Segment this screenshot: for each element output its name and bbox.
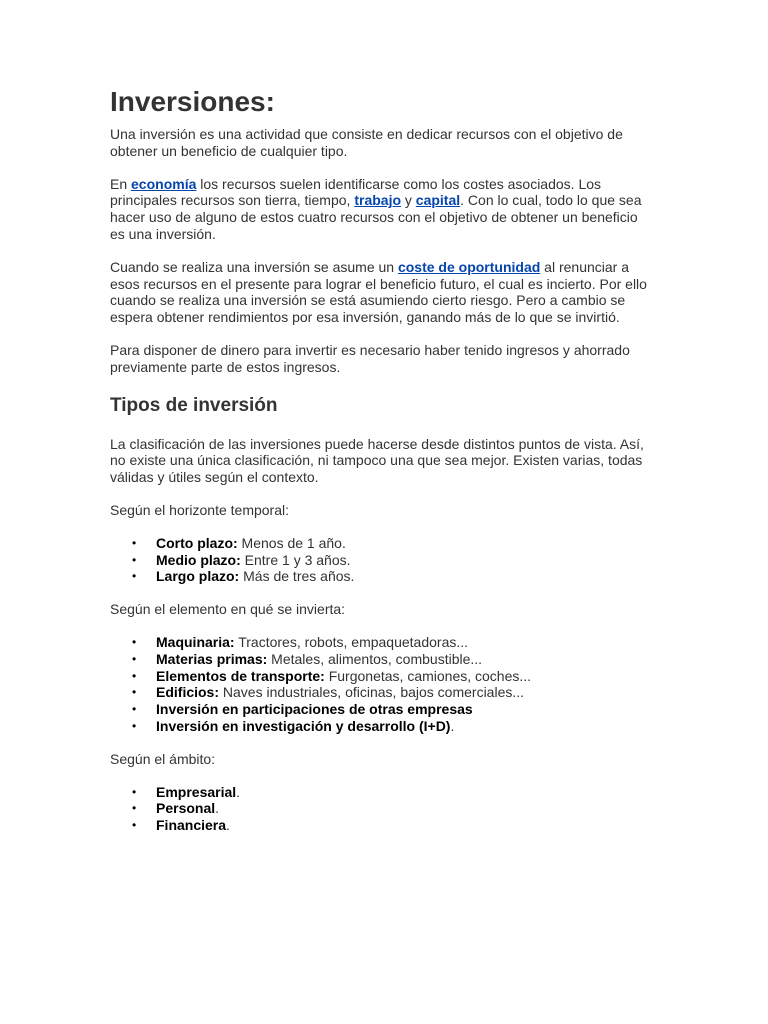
elemento-label: Según el elemento en qué se invierta:	[110, 601, 346, 618]
list-item-desc: Entre 1 y 3 años.	[240, 551, 351, 568]
list-item	[110, 701, 650, 718]
savings-paragraph: Para disponer de dinero para invertir es necesario haber tenido ingresos y ahorrado previamente parte de estos ingresos.	[110, 341, 630, 375]
page-title: Inversiones:	[110, 86, 275, 117]
ambito-list	[110, 784, 650, 834]
list-item	[110, 552, 650, 569]
bullet-icon: •	[132, 668, 137, 683]
list-item-term: Personal	[156, 800, 216, 817]
list-item-term: Medio plazo:	[156, 551, 241, 568]
bullet-icon: •	[132, 552, 137, 567]
bullet-icon: •	[132, 702, 137, 717]
bullet-icon: •	[132, 535, 137, 550]
list-item-term: Maquinaria:	[156, 633, 235, 650]
document-body	[110, 84, 650, 834]
elemento-list	[110, 634, 650, 735]
list-item	[110, 684, 650, 701]
bullet-icon: •	[132, 818, 137, 833]
list-item-desc: Tractores, robots, empaquetadoras...	[234, 633, 469, 650]
list-item-term: Inversión en participaciones de otras empresas	[156, 701, 473, 718]
horizonte-label: Según el horizonte temporal:	[110, 501, 289, 518]
economia-link[interactable]: economía	[131, 175, 197, 192]
classification-paragraph: La clasificación de las inversiones puede hacerse desde distintos puntos de vista. Así, no existe una única clasificación, ni tampoco una que sea mejor. Existen varias, todas válidas y útiles según el contexto.	[110, 435, 644, 486]
bullet-icon: •	[132, 801, 137, 816]
trabajo-link[interactable]: trabajo	[354, 192, 402, 209]
resources-text-1: En	[110, 175, 132, 192]
list-item	[110, 634, 650, 651]
list-item	[110, 535, 650, 552]
list-item-desc: Naves industriales, oficinas, bajos comerciales...	[219, 684, 525, 701]
coste-oportunidad-link[interactable]: coste de oportunidad	[397, 258, 541, 275]
list-item	[110, 651, 650, 668]
bullet-icon: •	[132, 784, 137, 799]
list-item-term: Empresarial	[156, 783, 237, 800]
list-item	[110, 718, 650, 735]
resources-text-3: y	[401, 192, 416, 209]
list-item-term: Inversión en investigación y desarrollo (I+D)	[156, 717, 451, 734]
list-item	[110, 568, 650, 585]
opportunity-text-2: al renunciar a esos recursos en el presente para lograr el beneficio futuro, el cual es incierto. Por ello cuando se realiza una inversión se está asumiendo cierto riesgo. Pero a cambio se espera obtener rendimientos por esa inversión, ganando más de lo que se invirtió.	[110, 258, 647, 326]
list-item-term: Financiera	[156, 817, 227, 834]
bullet-icon: •	[132, 718, 137, 733]
ambito-label: Según el ámbito:	[110, 750, 216, 767]
list-item-desc: .	[215, 800, 220, 817]
resources-text-2: los recursos suelen identificarse como los costes asociados. Los principales recursos son tierra, tiempo,	[110, 175, 602, 209]
horizonte-list	[110, 535, 650, 585]
list-item-desc: .	[236, 783, 241, 800]
opportunity-cost-paragraph	[110, 259, 650, 326]
list-item-term: Edificios:	[156, 684, 220, 701]
list-item	[110, 817, 650, 834]
list-item-desc: Furgonetas, camiones, coches...	[324, 667, 532, 684]
list-item	[110, 668, 650, 685]
list-item-term: Largo plazo:	[156, 568, 240, 585]
list-item	[110, 800, 650, 817]
bullet-icon: •	[132, 569, 137, 584]
bullet-icon: •	[132, 651, 137, 666]
resources-paragraph	[110, 176, 650, 243]
list-item-desc: Metales, alimentos, combustible...	[267, 650, 483, 667]
list-item-desc: Más de tres años.	[239, 568, 355, 585]
list-item-term: Elementos de transporte:	[156, 667, 325, 684]
list-item-desc: .	[450, 717, 455, 734]
capital-link[interactable]: capital	[415, 192, 461, 209]
list-item	[110, 784, 650, 801]
bullet-icon: •	[132, 685, 137, 700]
list-item-desc: .	[226, 817, 230, 834]
section-title: Tipos de inversión	[110, 394, 278, 416]
list-item-desc: Menos de 1 año.	[237, 534, 346, 551]
list-item-term: Materias primas:	[156, 650, 268, 667]
bullet-icon: •	[132, 634, 137, 649]
resources-text-4: . Con lo cual, todo lo que sea hacer uso de alguno de estos cuatro recursos con el objetivo de obtener un beneficio es una inversión.	[110, 192, 642, 242]
opportunity-text-1: Cuando se realiza una inversión se asume un	[110, 258, 398, 275]
list-item-term: Corto plazo:	[156, 534, 238, 551]
intro-paragraph: Una inversión es una actividad que consiste en dedicar recursos con el objetivo de obtener un beneficio de cualquier tipo.	[110, 126, 623, 159]
